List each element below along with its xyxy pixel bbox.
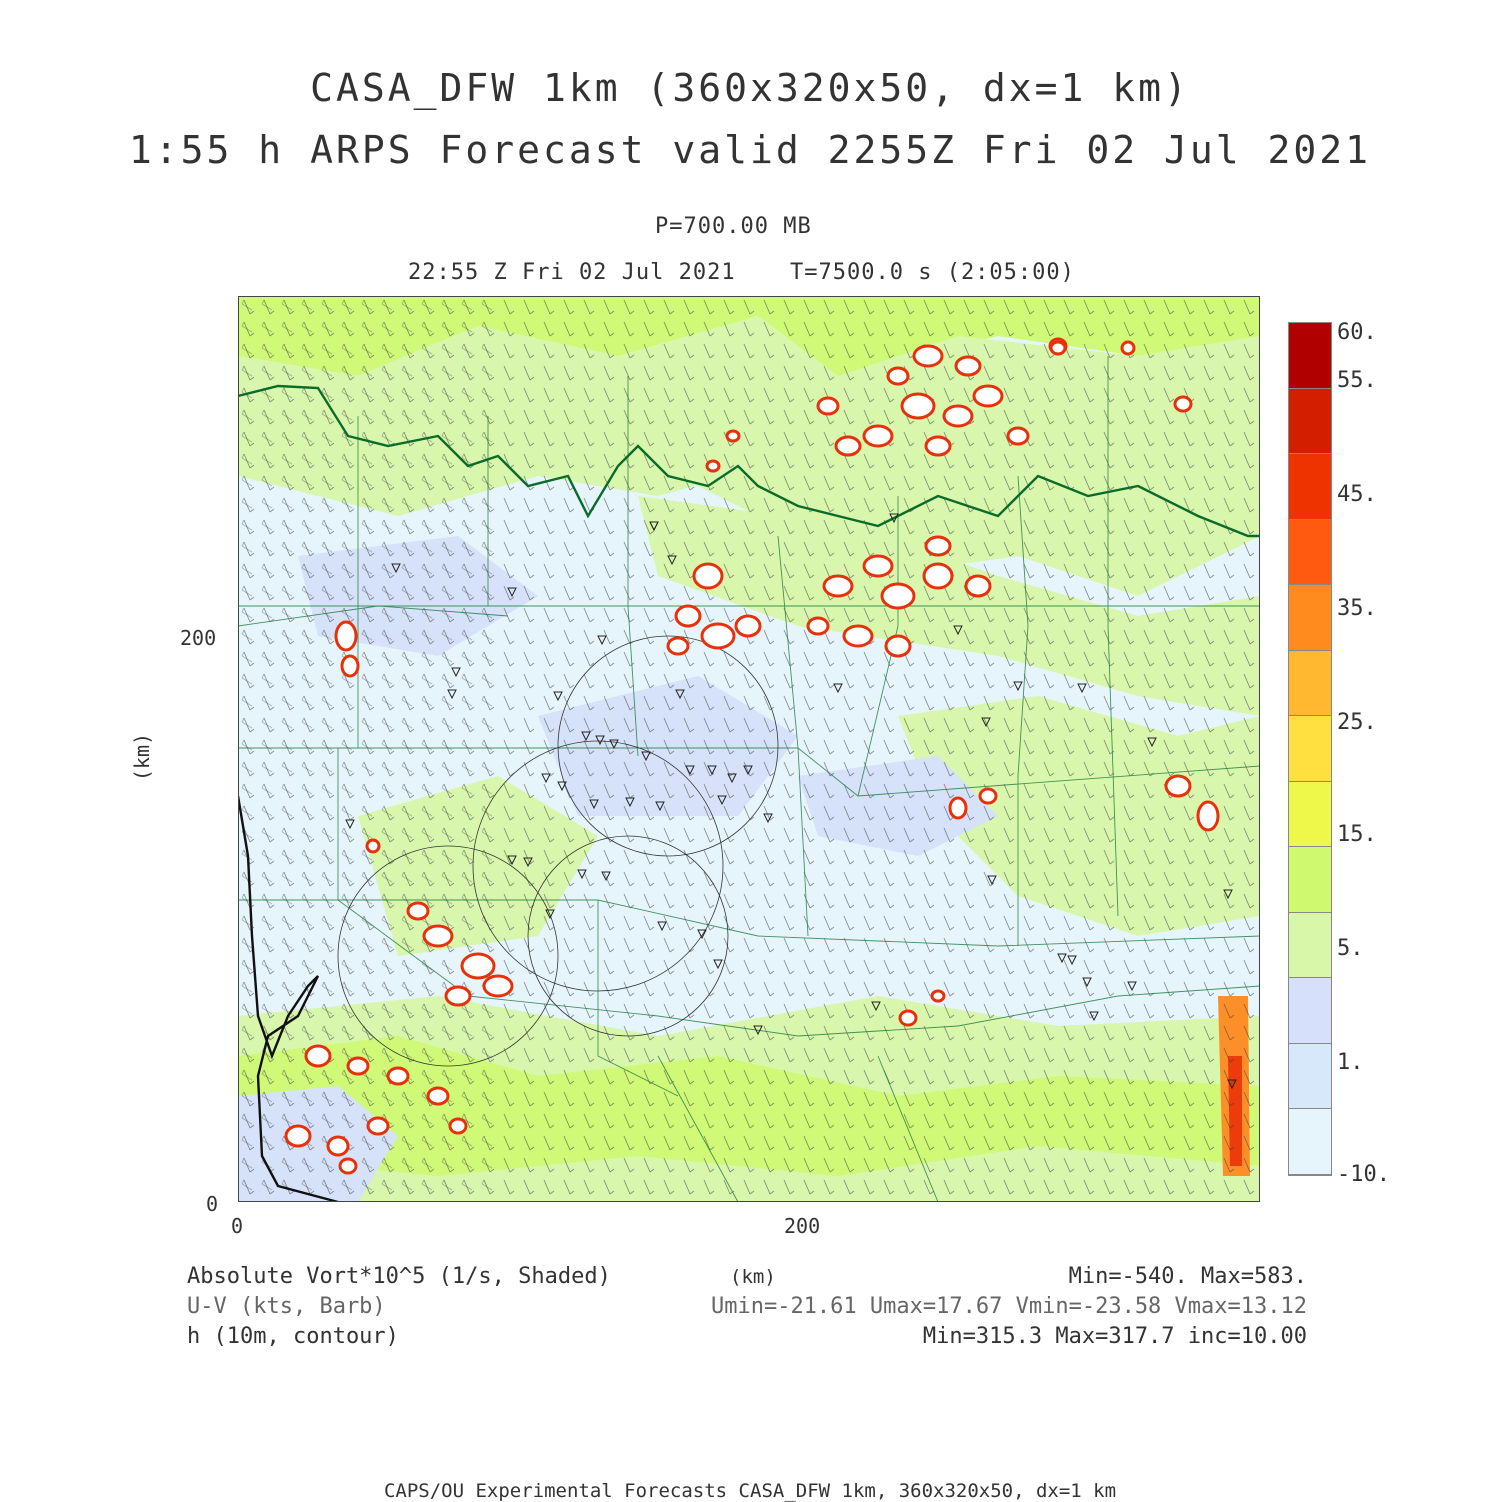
footer-credit: CAPS/OU Experimental Forecasts CASA_DFW 1km, 360x320x50, dx=1 km — [383, 1480, 1117, 1502]
model-time: T=7500.0 s (2:05:00) — [790, 260, 1075, 285]
x-tick-0: 0 — [231, 1214, 244, 1238]
legend-contour-label: h (10m, contour) — [187, 1324, 399, 1349]
colorbar-segment — [1289, 454, 1331, 520]
forecast-map — [238, 296, 1260, 1202]
colorbar-label: 15. — [1337, 822, 1377, 847]
title-line-1: CASA_DFW 1km (360x320x50, dx=1 km) — [310, 66, 1190, 110]
colorbar-label: 1. — [1337, 1050, 1364, 1075]
legend-shaded-stats: Min=-540. Max=583. — [1068, 1264, 1307, 1289]
colorbar-segment — [1289, 716, 1331, 782]
y-axis-label: (km) — [130, 732, 155, 782]
colorbar-segment — [1289, 1109, 1331, 1175]
colorbar-label: 45. — [1337, 482, 1377, 507]
colorbar — [1288, 322, 1332, 1176]
legend-barb-label: U-V (kts, Barb) — [187, 1294, 386, 1319]
colorbar-segment — [1289, 585, 1331, 651]
colorbar-label: 60. — [1337, 320, 1377, 345]
colorbar-label: 35. — [1337, 596, 1377, 621]
colorbar-segment — [1289, 651, 1331, 717]
x-tick-200: 200 — [784, 1214, 821, 1238]
title-line-2: 1:55 h ARPS Forecast valid 2255Z Fri 02 Jul 2021 — [128, 128, 1372, 172]
valid-time: 22:55 Z Fri 02 Jul 2021 — [408, 260, 736, 285]
colorbar-segment — [1289, 913, 1331, 979]
colorbar-segment — [1289, 1044, 1331, 1110]
colorbar-segment — [1289, 978, 1331, 1044]
y-tick-0: 0 — [206, 1192, 219, 1216]
pressure-level: P=700.00 MB — [655, 214, 812, 239]
colorbar-label: 25. — [1337, 710, 1377, 735]
colorbar-segment — [1289, 389, 1331, 455]
colorbar-label: -10. — [1337, 1162, 1390, 1187]
colorbar-segment — [1289, 847, 1331, 913]
colorbar-label: 55. — [1337, 368, 1377, 393]
legend-shaded-label: Absolute Vort*10^5 (1/s, Shaded) — [187, 1264, 611, 1289]
legend-contour-stats: Min=315.3 Max=317.7 inc=10.00 — [922, 1324, 1307, 1349]
colorbar-segment — [1289, 323, 1331, 389]
colorbar-label: 5. — [1337, 936, 1364, 961]
colorbar-segment — [1289, 520, 1331, 586]
colorbar-segment — [1289, 782, 1331, 848]
y-tick-200: 200 — [180, 626, 217, 650]
x-axis-label: (km) — [730, 1266, 776, 1288]
legend-barb-stats: Umin=-21.61 Umax=17.67 Vmin=-23.58 Vmax=13.12 — [710, 1294, 1307, 1319]
